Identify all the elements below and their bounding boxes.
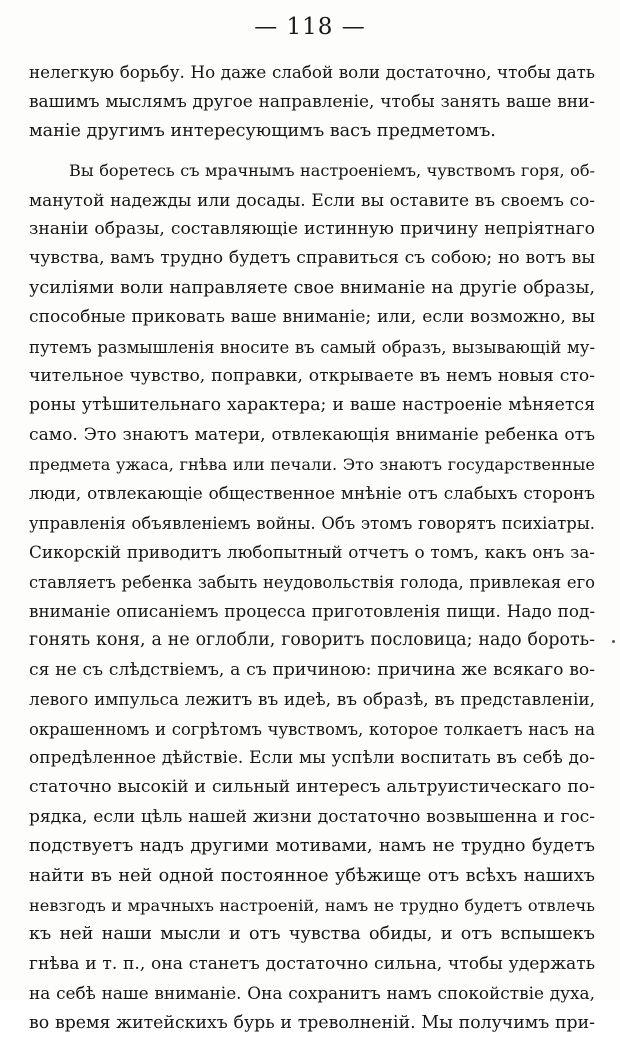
text-line: чувства, вамъ трудно будетъ справиться съ собою; но вотъ вы xyxy=(29,248,595,269)
text-line: статочно высокій и сильный интересъ альтруистическаго по- xyxy=(29,777,595,798)
text-line: къ ней наши мысли и отъ чувства обиды, и отъ вспышекъ xyxy=(29,924,595,945)
text-line: само. Это знаютъ матери, отвлекающія вниманіе ребенка отъ xyxy=(29,424,595,445)
text-line: манутой надежды или досады. Если вы оставите въ своемъ со- xyxy=(29,189,595,210)
text-line: люди, отвлекающіе общественное мнѣніе отъ слабыхъ сторонъ xyxy=(29,483,595,504)
paragraph-2 xyxy=(29,156,595,1038)
text-line: чительное чувство, поправки, открываете въ немъ новыя сто- xyxy=(29,365,595,386)
text-line: вашимъ мыслямъ другое направленіе, чтобы занять ваше вни- xyxy=(29,91,595,112)
paragraph-1 xyxy=(29,58,595,146)
text-line: путемъ размышленія вносите въ самый образъ, вызывающій му- xyxy=(29,337,595,357)
text-line: гонять коня, а не оглобли, говоритъ пословица; надо бороть- xyxy=(29,630,595,651)
text-line: роны утѣшительнаго характера; и ваше настроеніе мѣняется xyxy=(29,395,595,416)
text-line: левого импульса лежитъ въ идеѣ, въ образѣ, въ представленіи, xyxy=(29,689,595,710)
text-line: найти въ ней одной постоянное убѣжище отъ всѣхъ нашихъ xyxy=(29,865,595,886)
text-line: Сикорскій приводитъ любопытный отчетъ о томъ, какъ онъ за- xyxy=(29,542,595,563)
text-line: нелегкую борьбу. Но даже слабой воли достаточно, чтобы дать xyxy=(29,62,595,82)
print-speck xyxy=(612,640,615,643)
text-line: гнѣва и т. п., она станетъ достаточно сильна, чтобы удержать xyxy=(29,953,595,974)
text-line: знаніи образы, составляющіе истинную причину непріятнаго xyxy=(29,218,595,239)
text-line: ставляетъ ребенка забыть неудовольствія голода, привлекая его xyxy=(29,572,595,592)
text-line: окрашенномъ и согрѣтомъ чувствомъ, которое толкаетъ насъ на xyxy=(29,719,595,739)
text-line: на себѣ наше вниманіе. Она сохранитъ намъ спокойствіе духа, xyxy=(29,983,595,1004)
text-line: управленія объявленіемъ войны. Объ этомъ говорятъ психіатры. xyxy=(29,513,595,533)
text-line: рядка, если цѣль нашей жизни достаточно возвышенна и гос- xyxy=(29,806,595,827)
text-line: опредѣленное дѣйствіе. Если мы успѣли воспитать въ себѣ до- xyxy=(29,747,595,768)
page-number: — 118 — xyxy=(254,14,366,40)
text-line: предмета ужаса, гнѣва или печали. Это знаютъ государственные xyxy=(29,455,595,475)
text-line: ся не съ слѣдствіемъ, а съ причиною: причина же всякаго во- xyxy=(29,659,595,680)
text-line: вниманіе описаніемъ процесса приготовленія пищи. Надо под- xyxy=(29,601,595,622)
text-line: невзгодъ и мрачныхъ настроеній, намъ не трудно будетъ отвлечь xyxy=(29,895,595,915)
text-line: во время житейскихъ бурь и треволненій. Мы получимъ при- xyxy=(29,1012,595,1033)
text-line: усиліями воли направляете свое вниманіе на другіе образы, xyxy=(29,277,595,298)
text-line: Вы боретесь съ мрачнымъ настроеніемъ, чувствомъ горя, об- xyxy=(69,161,595,181)
text-line: маніе другимъ интересующимъ васъ предметомъ. xyxy=(29,120,496,141)
text-line: подствуетъ надъ другими мотивами, намъ не трудно будетъ xyxy=(29,836,595,857)
text-line: способные приковать ваше вниманіе; или, если возможно, вы xyxy=(29,307,595,328)
body-text xyxy=(29,58,595,1038)
